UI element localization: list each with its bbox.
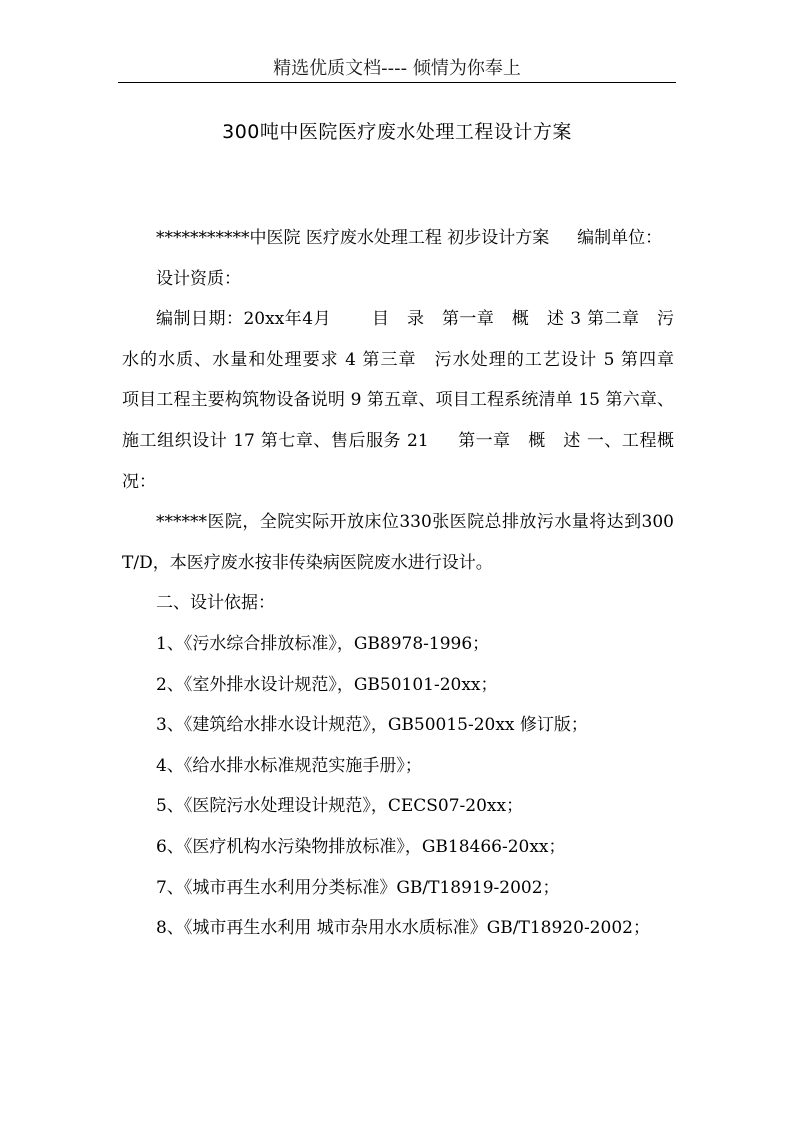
page-header: 精选优质文档---- 倾情为你奉上 [273, 58, 521, 79]
list-item: 7、《城市再生水利用分类标准》GB/T18919-2002； [156, 877, 560, 898]
list-item: 4、《给水排水标准规范实施手册》； [156, 755, 422, 776]
paragraph-toc: 编制日期：20xx年4月 目 录 第一章 概 述 3 第二章 污水的水质、水量和处理要求 4 第三章 污水处理的工艺设计 5 第四章 项目工程主要构筑物设备说明 9 第五章、项目工程系统清单 15 第六章、施工组织设计 17 第七章、售后服务 21 第一章 概 述 一、工程概况： [122, 309, 691, 492]
list-item: 3、《建筑给水排水设计规范》，GB50015-20xx 修订版； [156, 715, 588, 736]
header-divider [118, 82, 676, 83]
paragraph-intro: ***********中医院 医疗废水处理工程 初步设计方案 编制单位： [156, 228, 663, 248]
document-body [122, 218, 691, 949]
list-item: 8、《城市再生水利用 城市杂用水水质标准》GB/T18920-2002； [156, 918, 650, 939]
list-item: 2、《室外排水设计规范》，GB50101-20xx； [156, 674, 498, 695]
paragraph-overview: ******医院，全院实际开放床位330张医院总排放污水量将达到300T/D，本医疗废水按非传染病医院废水进行设计。 [122, 512, 674, 573]
section-heading-basis: 二、设计依据： [156, 593, 275, 614]
paragraph-qualification: 设计资质： [156, 268, 241, 289]
list-item: 5、《医院污水处理设计规范》，CECS07-20xx； [156, 796, 524, 817]
list-item: 6、《医疗机构水污染物排放标准》，GB18466-20xx； [156, 836, 566, 857]
document-title: 300吨中医院医疗废水处理工程设计方案 [222, 121, 572, 143]
list-item: 1、《污水综合排放标准》，GB8978-1996； [156, 633, 490, 654]
